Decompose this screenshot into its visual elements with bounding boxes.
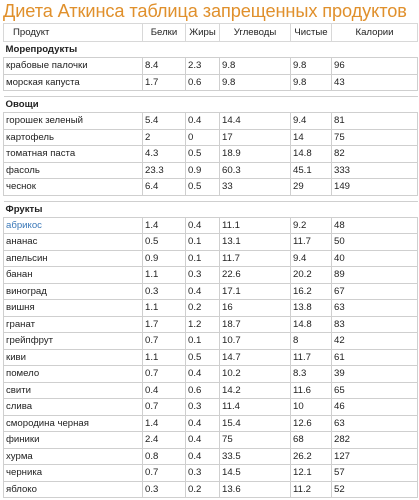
- net-carbs-value: 20.2: [291, 267, 332, 284]
- calories-value: 65: [332, 382, 418, 399]
- protein-value: 5.4: [143, 113, 186, 130]
- fat-value: 0.4: [186, 415, 220, 432]
- net-carbs-value: 8: [291, 333, 332, 350]
- protein-value: 8.4: [143, 58, 186, 75]
- calories-value: 333: [332, 162, 418, 179]
- product-name: апельсин: [4, 250, 143, 267]
- protein-value: 0.8: [143, 448, 186, 465]
- fat-value: 0.1: [186, 250, 220, 267]
- table-row: [4, 349, 418, 366]
- carbs-value: 60.3: [220, 162, 291, 179]
- protein-value: 0.7: [143, 399, 186, 416]
- net-carbs-value: 10: [291, 399, 332, 416]
- protein-value: 0.7: [143, 366, 186, 383]
- net-carbs-value: 9.8: [291, 58, 332, 75]
- fat-value: 1.2: [186, 316, 220, 333]
- product-name: слива: [4, 399, 143, 416]
- carbs-value: 9.8: [220, 58, 291, 75]
- calories-value: 75: [332, 129, 418, 146]
- table-row: [4, 333, 418, 350]
- table-row: [4, 366, 418, 383]
- fat-value: 0.4: [186, 432, 220, 449]
- product-name: морская капуста: [4, 74, 143, 91]
- net-carbs-value: 9.8: [291, 74, 332, 91]
- protein-value: 1.4: [143, 217, 186, 234]
- net-carbs-value: 11.7: [291, 234, 332, 251]
- net-carbs-value: 14.8: [291, 316, 332, 333]
- protein-value: 1.1: [143, 349, 186, 366]
- product-name: горошек зеленый: [4, 113, 143, 130]
- category-name: Овощи: [4, 97, 418, 113]
- fat-value: 0.4: [186, 113, 220, 130]
- table-row: [4, 399, 418, 416]
- table-row: [4, 432, 418, 449]
- calories-value: 63: [332, 300, 418, 317]
- net-carbs-value: 14: [291, 129, 332, 146]
- fat-value: 0.2: [186, 300, 220, 317]
- protein-value: 23.3: [143, 162, 186, 179]
- carbs-value: 13.6: [220, 481, 291, 498]
- product-name[interactable]: абрикос: [4, 217, 143, 234]
- table-row: [4, 267, 418, 284]
- product-name: свити: [4, 382, 143, 399]
- product-name: вишня: [4, 300, 143, 317]
- protein-value: 2: [143, 129, 186, 146]
- table-row: [4, 146, 418, 163]
- net-carbs-value: 11.6: [291, 382, 332, 399]
- carbs-value: 11.1: [220, 217, 291, 234]
- fat-value: 0.6: [186, 74, 220, 91]
- product-name: ананас: [4, 234, 143, 251]
- table-row: [4, 481, 418, 498]
- product-name: гранат: [4, 316, 143, 333]
- table-row: [4, 129, 418, 146]
- protein-value: 1.1: [143, 267, 186, 284]
- product-name: картофель: [4, 129, 143, 146]
- product-name: хурма: [4, 448, 143, 465]
- protein-value: 0.4: [143, 382, 186, 399]
- carbs-value: 33: [220, 179, 291, 196]
- fat-value: 2.3: [186, 58, 220, 75]
- calories-value: 57: [332, 465, 418, 482]
- carbs-value: 10.2: [220, 366, 291, 383]
- fat-value: 0.4: [186, 366, 220, 383]
- product-name: крабовые палочки: [4, 58, 143, 75]
- calories-value: 63: [332, 415, 418, 432]
- net-carbs-value: 29: [291, 179, 332, 196]
- fat-value: 0.1: [186, 333, 220, 350]
- protein-value: 0.7: [143, 333, 186, 350]
- calories-value: 52: [332, 481, 418, 498]
- carbs-value: 15.4: [220, 415, 291, 432]
- category-row: [4, 42, 418, 58]
- net-carbs-value: 68: [291, 432, 332, 449]
- net-carbs-value: 11.2: [291, 481, 332, 498]
- fat-value: 0.3: [186, 399, 220, 416]
- carbs-value: 10.7: [220, 333, 291, 350]
- calories-value: 40: [332, 250, 418, 267]
- product-name: фасоль: [4, 162, 143, 179]
- column-header-net-carbs: Чистые: [291, 24, 332, 42]
- calories-value: 81: [332, 113, 418, 130]
- calories-value: 282: [332, 432, 418, 449]
- protein-value: 1.4: [143, 415, 186, 432]
- category-name: Морепродукты: [4, 42, 418, 58]
- carbs-value: 18.7: [220, 316, 291, 333]
- protein-value: 6.4: [143, 179, 186, 196]
- calories-value: 48: [332, 217, 418, 234]
- calories-value: 89: [332, 267, 418, 284]
- product-name: финики: [4, 432, 143, 449]
- net-carbs-value: 13.8: [291, 300, 332, 317]
- protein-value: 0.5: [143, 234, 186, 251]
- protein-value: 1.7: [143, 74, 186, 91]
- carbs-value: 17: [220, 129, 291, 146]
- carbs-value: 14.5: [220, 465, 291, 482]
- carbs-value: 11.4: [220, 399, 291, 416]
- net-carbs-value: 9.4: [291, 113, 332, 130]
- carbs-value: 11.7: [220, 250, 291, 267]
- product-name: банан: [4, 267, 143, 284]
- net-carbs-value: 26.2: [291, 448, 332, 465]
- net-carbs-value: 12.6: [291, 415, 332, 432]
- net-carbs-value: 9.2: [291, 217, 332, 234]
- table-row: [4, 448, 418, 465]
- table-row: [4, 234, 418, 251]
- calories-value: 50: [332, 234, 418, 251]
- calories-value: 67: [332, 283, 418, 300]
- product-name: киви: [4, 349, 143, 366]
- fat-value: 0.5: [186, 349, 220, 366]
- carbs-value: 33.5: [220, 448, 291, 465]
- column-header-calories: Калории: [332, 24, 418, 42]
- column-header-fat: Жиры: [186, 24, 220, 42]
- net-carbs-value: 16.2: [291, 283, 332, 300]
- table-row: [4, 217, 418, 234]
- net-carbs-value: 14.8: [291, 146, 332, 163]
- table-row: [4, 162, 418, 179]
- calories-value: 83: [332, 316, 418, 333]
- protein-value: 1.7: [143, 316, 186, 333]
- page-title: Диета Аткинса таблица запрещенных продуктов: [3, 1, 407, 21]
- carbs-value: 22.6: [220, 267, 291, 284]
- carbs-value: 9.8: [220, 74, 291, 91]
- table-body: [4, 24, 418, 498]
- column-header-product: Продукт: [4, 24, 143, 42]
- table-row: [4, 415, 418, 432]
- carbs-value: 14.2: [220, 382, 291, 399]
- calories-value: 82: [332, 146, 418, 163]
- fat-value: 0.6: [186, 382, 220, 399]
- carbs-value: 13.1: [220, 234, 291, 251]
- protein-value: 0.7: [143, 465, 186, 482]
- calories-value: 43: [332, 74, 418, 91]
- forbidden-foods-table: [3, 23, 418, 498]
- calories-value: 61: [332, 349, 418, 366]
- product-name: смородина черная: [4, 415, 143, 432]
- product-name: помело: [4, 366, 143, 383]
- category-name: Фрукты: [4, 201, 418, 217]
- product-name: чеснок: [4, 179, 143, 196]
- protein-value: 0.3: [143, 481, 186, 498]
- carbs-value: 14.4: [220, 113, 291, 130]
- protein-value: 0.9: [143, 250, 186, 267]
- table-row: [4, 113, 418, 130]
- net-carbs-value: 8.3: [291, 366, 332, 383]
- fat-value: 0.4: [186, 283, 220, 300]
- calories-value: 127: [332, 448, 418, 465]
- carbs-value: 14.7: [220, 349, 291, 366]
- carbs-value: 16: [220, 300, 291, 317]
- net-carbs-value: 12.1: [291, 465, 332, 482]
- table-row: [4, 300, 418, 317]
- carbs-value: 75: [220, 432, 291, 449]
- fat-value: 0.3: [186, 465, 220, 482]
- product-name: яблоко: [4, 481, 143, 498]
- table-row: [4, 283, 418, 300]
- fat-value: 0.4: [186, 448, 220, 465]
- protein-value: 4.3: [143, 146, 186, 163]
- table-row: [4, 465, 418, 482]
- carbs-value: 18.9: [220, 146, 291, 163]
- fat-value: 0: [186, 129, 220, 146]
- calories-value: 39: [332, 366, 418, 383]
- table-header-row: [4, 24, 418, 42]
- fat-value: 0.5: [186, 146, 220, 163]
- table-row: [4, 179, 418, 196]
- net-carbs-value: 9.4: [291, 250, 332, 267]
- protein-value: 0.3: [143, 283, 186, 300]
- carbs-value: 17.1: [220, 283, 291, 300]
- protein-value: 2.4: [143, 432, 186, 449]
- column-header-carbs: Углеводы: [220, 24, 291, 42]
- table-row: [4, 58, 418, 75]
- calories-value: 96: [332, 58, 418, 75]
- calories-value: 46: [332, 399, 418, 416]
- table-row: [4, 316, 418, 333]
- table-row: [4, 250, 418, 267]
- category-row: [4, 201, 418, 217]
- fat-value: 0.3: [186, 267, 220, 284]
- product-name: томатная паста: [4, 146, 143, 163]
- column-header-protein: Белки: [143, 24, 186, 42]
- fat-value: 0.2: [186, 481, 220, 498]
- table-row: [4, 74, 418, 91]
- fat-value: 0.9: [186, 162, 220, 179]
- fat-value: 0.4: [186, 217, 220, 234]
- net-carbs-value: 11.7: [291, 349, 332, 366]
- protein-value: 1.1: [143, 300, 186, 317]
- product-name: черника: [4, 465, 143, 482]
- fat-value: 0.5: [186, 179, 220, 196]
- calories-value: 42: [332, 333, 418, 350]
- calories-value: 149: [332, 179, 418, 196]
- net-carbs-value: 45.1: [291, 162, 332, 179]
- table-row: [4, 382, 418, 399]
- product-name: грейпфрут: [4, 333, 143, 350]
- product-name: виноград: [4, 283, 143, 300]
- fat-value: 0.1: [186, 234, 220, 251]
- category-row: [4, 97, 418, 113]
